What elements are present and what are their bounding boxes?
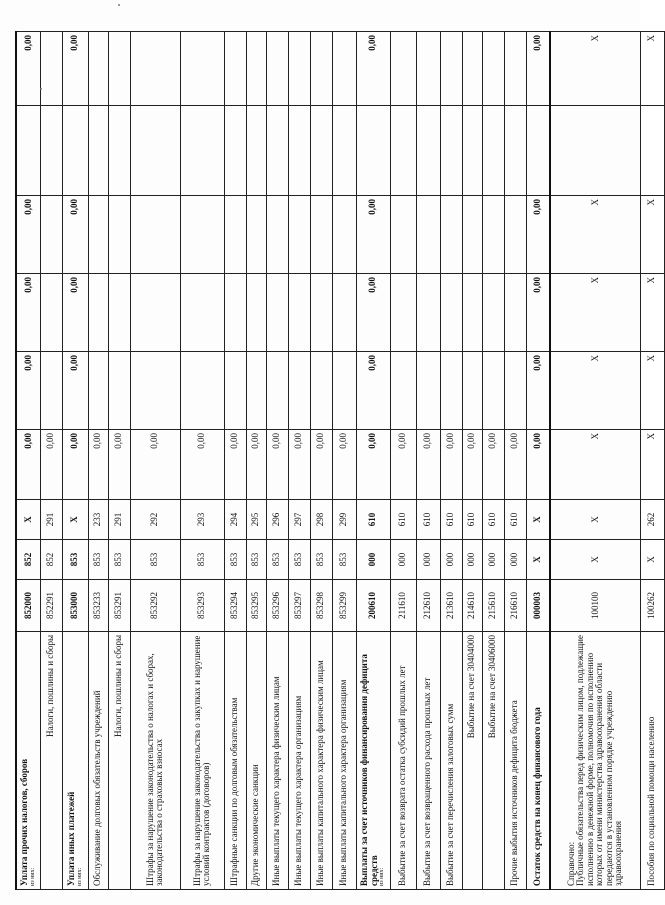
row-value-col2 (288, 352, 310, 430)
row-kvr: 852 (16, 540, 40, 580)
row-kosgu: 610 (482, 500, 504, 540)
row-value-col3 (462, 274, 482, 352)
row-value-col2: X (640, 352, 664, 430)
row-value-col2 (462, 352, 482, 430)
row-kosgu: 610 (440, 500, 462, 540)
row-name-text: Прочие выбытия источников дефицита бюджета (509, 700, 520, 886)
row-value-col3 (416, 274, 440, 352)
row-name-text: Штрафы за нарушение законодательства о налогах и сборах, законодательства о страховых взносах (144, 653, 164, 886)
row-value-col6 (108, 32, 130, 106)
table-row (462, 32, 482, 890)
row-value-col6: 0,00 (356, 32, 390, 106)
row-code: 853296 (266, 580, 288, 632)
row-kosgu: 610 (390, 500, 416, 540)
row-name-text: Справочно: Публичные обязательства перед физическим лицом, подлежащие исполнению в денежной форме, полномочия по исполнению которых от имени министерства здравоохранения области передаются в установленном порядке учреждению здравоохранения (565, 635, 624, 886)
table-body (16, 32, 664, 890)
row-value-col6 (310, 32, 332, 106)
row-kosgu: 610 (504, 500, 526, 540)
row-kosgu: X (62, 500, 88, 540)
row-name (526, 632, 550, 890)
row-value-col2 (266, 352, 288, 430)
table-row (288, 32, 310, 890)
row-value-col6 (332, 32, 356, 106)
row-value-col4 (288, 196, 310, 274)
row-value-col3 (440, 274, 462, 352)
row-kvr: 853 (130, 540, 180, 580)
row-value-col4 (332, 196, 356, 274)
row-name-text: Пособия по социальной помощи населению (646, 716, 657, 886)
row-value-col4: 0,00 (62, 196, 88, 274)
row-kosgu: 291 (40, 500, 62, 540)
row-code: 853297 (288, 580, 310, 632)
table-row (40, 32, 62, 890)
row-kosgu: 297 (288, 500, 310, 540)
row-value-col3 (390, 274, 416, 352)
row-value-col5 (180, 106, 224, 196)
row-name-text: Иные выплаты текущего характера организациям (293, 695, 304, 886)
row-value-total: 0,00 (130, 430, 180, 500)
row-value-col2 (504, 352, 526, 430)
row-name (504, 632, 526, 890)
row-code: 215610 (482, 580, 504, 632)
row-value-col6: X (640, 32, 664, 106)
row-value-total: 0,00 (224, 430, 246, 500)
row-value-col5 (390, 106, 416, 196)
row-value-total: 0,00 (88, 430, 108, 500)
row-value-col2: X (550, 352, 640, 430)
row-kvr: 853 (88, 540, 108, 580)
row-kosgu: 610 (416, 500, 440, 540)
row-value-col2 (88, 352, 108, 430)
row-value-col4 (88, 196, 108, 274)
row-value-col5 (288, 106, 310, 196)
row-name-text: Обслуживание долговых обязательств учреждений (92, 690, 103, 886)
row-code: 853294 (224, 580, 246, 632)
row-name-text: Иные выплаты капитального характера физическим лицам (315, 660, 326, 886)
row-value-total: 0,00 (504, 430, 526, 500)
row-kvr: 853 (108, 540, 130, 580)
row-sub-label: из них: (379, 867, 386, 886)
table-row (640, 32, 664, 890)
row-kvr: 853 (332, 540, 356, 580)
row-kosgu: 296 (266, 500, 288, 540)
table-row (310, 32, 332, 890)
row-value-col5 (88, 106, 108, 196)
row-value-total: 0,00 (266, 430, 288, 500)
row-value-col4 (40, 196, 62, 274)
row-value-col6 (130, 32, 180, 106)
row-name (482, 632, 504, 890)
row-name (40, 632, 62, 890)
row-value-col6: 0,00 (62, 32, 88, 106)
row-value-col2 (108, 352, 130, 430)
row-value-col5 (40, 106, 62, 196)
row-value-col5 (640, 106, 664, 196)
row-value-col5 (108, 106, 130, 196)
row-value-col6: 0,00 (16, 32, 40, 106)
row-value-col6 (246, 32, 266, 106)
table-row (266, 32, 288, 890)
row-value-col2 (416, 352, 440, 430)
table-row (224, 32, 246, 890)
row-value-col2 (246, 352, 266, 430)
row-code: 853000 (62, 580, 88, 632)
table-row (246, 32, 266, 890)
row-name (440, 632, 462, 890)
row-value-col2 (310, 352, 332, 430)
row-name-text: Штрафные санкции по долговым обязательствам (229, 697, 240, 886)
row-kvr: 000 (504, 540, 526, 580)
row-kosgu: X (16, 500, 40, 540)
row-value-col3 (482, 274, 504, 352)
row-kvr: X (526, 540, 550, 580)
row-value-col6 (288, 32, 310, 106)
row-value-col3: X (640, 274, 664, 352)
row-code: 216610 (504, 580, 526, 632)
row-name-text: Штрафы за нарушение законодательства о закупках и нарушение условий контрактов (договоров) (191, 635, 211, 886)
table-row (16, 32, 40, 890)
row-code: 852291 (40, 580, 62, 632)
row-value-col3 (224, 274, 246, 352)
row-kosgu: 295 (246, 500, 266, 540)
row-value-total: 0,00 (40, 430, 62, 500)
row-value-col4: 0,00 (356, 196, 390, 274)
row-kosgu: X (550, 500, 640, 540)
row-value-col5 (462, 106, 482, 196)
row-value-col6 (88, 32, 108, 106)
row-name (416, 632, 440, 890)
row-name-text: Выбытие за счет перечисления залоговых сумм (445, 703, 456, 886)
row-kosgu: 293 (180, 500, 224, 540)
row-code: 853233 (88, 580, 108, 632)
row-name-text: Другие экономические санкции (250, 764, 261, 886)
row-value-col3: 0,00 (62, 274, 88, 352)
row-value-col4: 0,00 (16, 196, 40, 274)
row-code: 213610 (440, 580, 462, 632)
row-kvr: X (550, 540, 640, 580)
table-row (440, 32, 462, 890)
row-value-col6 (482, 32, 504, 106)
row-value-col4 (440, 196, 462, 274)
row-kvr: 853 (62, 540, 88, 580)
row-name-text: Выбытие на счет 30404000 (466, 635, 477, 739)
row-name-text: Иные выплаты текущего характера физическим лицам (271, 676, 282, 886)
table-row (130, 32, 180, 890)
row-value-col2 (482, 352, 504, 430)
row-value-col3: 0,00 (356, 274, 390, 352)
row-value-col6 (266, 32, 288, 106)
row-value-col4 (462, 196, 482, 274)
row-kvr: X (640, 540, 664, 580)
row-value-col2: 0,00 (16, 352, 40, 430)
row-value-col5 (246, 106, 266, 196)
row-value-total: X (550, 430, 640, 500)
table-row (550, 32, 640, 890)
table-row (88, 32, 108, 890)
financial-plan-table (15, 31, 665, 890)
row-code: 853291 (108, 580, 130, 632)
row-kvr: 000 (462, 540, 482, 580)
row-code: 853295 (246, 580, 266, 632)
row-value-col3 (288, 274, 310, 352)
row-value-col4 (246, 196, 266, 274)
row-kvr: 000 (416, 540, 440, 580)
row-value-col4 (180, 196, 224, 274)
table-row (416, 32, 440, 890)
row-code: 852000 (16, 580, 40, 632)
row-name (62, 632, 88, 890)
row-value-col5 (62, 106, 88, 196)
row-code: 853299 (332, 580, 356, 632)
row-kvr: 000 (356, 540, 390, 580)
row-name (246, 632, 266, 890)
row-value-total: 0,00 (332, 430, 356, 500)
row-name (310, 632, 332, 890)
row-name (224, 632, 246, 890)
row-kvr: 853 (288, 540, 310, 580)
row-value-col5 (416, 106, 440, 196)
row-kvr: 853 (246, 540, 266, 580)
row-value-col3 (332, 274, 356, 352)
row-name (332, 632, 356, 890)
row-value-col3: 0,00 (16, 274, 40, 352)
row-value-col3: X (550, 274, 640, 352)
table-row (356, 32, 390, 890)
table-row (108, 32, 130, 890)
row-name-text: Налоги, пошлины и сборы (113, 635, 124, 738)
row-value-total: 0,00 (16, 430, 40, 500)
row-value-col4 (390, 196, 416, 274)
row-kvr: 852 (40, 540, 62, 580)
row-value-col2: 0,00 (356, 352, 390, 430)
row-name-text: Налоги, пошлины и сборы (45, 635, 56, 738)
row-value-col4 (108, 196, 130, 274)
row-name (180, 632, 224, 890)
table-row (482, 32, 504, 890)
row-value-col4: X (550, 196, 640, 274)
row-name (550, 632, 640, 890)
row-kosgu: 262 (640, 500, 664, 540)
row-name (288, 632, 310, 890)
row-value-col5 (440, 106, 462, 196)
row-code: 200610 (356, 580, 390, 632)
row-value-col3: 0,00 (526, 274, 550, 352)
row-value-total: X (640, 430, 664, 500)
row-value-col5 (356, 106, 390, 196)
row-code: 100100 (550, 580, 640, 632)
row-kvr: 853 (266, 540, 288, 580)
row-name (108, 632, 130, 890)
row-value-col2 (332, 352, 356, 430)
row-kosgu: 298 (310, 500, 332, 540)
table-row (526, 32, 550, 890)
row-value-col4: X (640, 196, 664, 274)
row-value-col5 (310, 106, 332, 196)
table-row (332, 32, 356, 890)
row-value-col4 (482, 196, 504, 274)
row-name (130, 632, 180, 890)
row-value-total: 0,00 (62, 430, 88, 500)
row-value-total: 0,00 (440, 430, 462, 500)
row-kvr: 853 (224, 540, 246, 580)
row-code: 212610 (416, 580, 440, 632)
row-value-col3 (108, 274, 130, 352)
row-value-col5 (16, 106, 40, 196)
row-kvr: 000 (482, 540, 504, 580)
row-value-total: 0,00 (108, 430, 130, 500)
row-value-col5 (526, 106, 550, 196)
row-kosgu: 233 (88, 500, 108, 540)
row-value-total: 0,00 (526, 430, 550, 500)
row-value-col5 (266, 106, 288, 196)
row-kosgu: 291 (108, 500, 130, 540)
row-kvr: 000 (390, 540, 416, 580)
row-name-text: Уплата прочих налогов, сборов (19, 758, 30, 886)
row-value-col3 (88, 274, 108, 352)
row-name (16, 632, 40, 890)
row-name (356, 632, 390, 890)
row-value-col4 (130, 196, 180, 274)
row-value-col2 (130, 352, 180, 430)
row-value-col6 (440, 32, 462, 106)
row-code: 100262 (640, 580, 664, 632)
row-sub-label: из них: (76, 867, 83, 886)
row-name-text: Иные выплаты капитального характера организациям (338, 679, 349, 886)
row-value-total: 0,00 (288, 430, 310, 500)
row-code: 853293 (180, 580, 224, 632)
row-value-col4 (266, 196, 288, 274)
row-name-text: Уплата иных платежей (66, 791, 77, 886)
scan-speck (40, 88, 42, 90)
row-code: 214610 (462, 580, 482, 632)
row-name (266, 632, 288, 890)
row-kvr: 853 (180, 540, 224, 580)
row-value-col6 (462, 32, 482, 106)
row-value-col6 (416, 32, 440, 106)
row-value-total: 0,00 (482, 430, 504, 500)
row-name (88, 632, 108, 890)
row-value-col4 (416, 196, 440, 274)
row-value-col2 (180, 352, 224, 430)
row-kosgu: 294 (224, 500, 246, 540)
scan-speck (118, 4, 120, 6)
row-value-col4 (310, 196, 332, 274)
row-value-total: 0,00 (390, 430, 416, 500)
table-row (62, 32, 88, 890)
row-value-col6: X (550, 32, 640, 106)
row-sub-label: из них: (29, 867, 36, 886)
row-kvr: 853 (310, 540, 332, 580)
row-value-col5 (550, 106, 640, 196)
row-value-col6 (40, 32, 62, 106)
row-name-text: Выбытие на счет 30406000 (487, 635, 498, 739)
row-value-col4 (224, 196, 246, 274)
row-name (462, 632, 482, 890)
row-value-col2 (40, 352, 62, 430)
row-code: 853298 (310, 580, 332, 632)
row-value-col3 (246, 274, 266, 352)
row-value-col3 (266, 274, 288, 352)
row-name-text: Выбытие за счет возврата остатка субсидий прошлых лет (397, 665, 408, 886)
table-row (504, 32, 526, 890)
row-value-col6 (504, 32, 526, 106)
row-name-text: Остаток средств на конец финансового года (532, 707, 543, 886)
row-value-col2: 0,00 (526, 352, 550, 430)
row-value-col6 (390, 32, 416, 106)
row-value-col3 (180, 274, 224, 352)
row-code: 853292 (130, 580, 180, 632)
row-name (390, 632, 416, 890)
row-value-col6: 0,00 (526, 32, 550, 106)
row-value-col2 (440, 352, 462, 430)
row-value-total: 0,00 (246, 430, 266, 500)
row-value-total: 0,00 (462, 430, 482, 500)
row-value-col2: 0,00 (62, 352, 88, 430)
row-value-total: 0,00 (356, 430, 390, 500)
row-kosgu: 610 (462, 500, 482, 540)
row-code: 000003 (526, 580, 550, 632)
row-value-col3 (504, 274, 526, 352)
row-kosgu: X (526, 500, 550, 540)
row-value-col2 (390, 352, 416, 430)
row-value-col5 (482, 106, 504, 196)
row-name (640, 632, 664, 890)
row-value-col3 (310, 274, 332, 352)
row-value-col4: 0,00 (526, 196, 550, 274)
row-kvr: 000 (440, 540, 462, 580)
row-kosgu: 292 (130, 500, 180, 540)
report-sheet (15, 32, 657, 890)
table-row (180, 32, 224, 890)
table-row (390, 32, 416, 890)
row-code: 211610 (390, 580, 416, 632)
row-value-col4 (504, 196, 526, 274)
row-value-col5 (332, 106, 356, 196)
row-kosgu: 299 (332, 500, 356, 540)
row-value-col3 (40, 274, 62, 352)
row-value-col5 (130, 106, 180, 196)
row-value-col6 (180, 32, 224, 106)
row-value-total: 0,00 (416, 430, 440, 500)
row-name-text: Выбытие за счет возвращенного расхода прошлых лет (422, 677, 433, 886)
row-value-col5 (224, 106, 246, 196)
row-kosgu: 610 (356, 500, 390, 540)
row-value-col3 (130, 274, 180, 352)
row-value-col5 (504, 106, 526, 196)
row-value-total: 0,00 (310, 430, 332, 500)
row-value-col2 (224, 352, 246, 430)
row-value-total: 0,00 (180, 430, 224, 500)
row-value-col6 (224, 32, 246, 106)
row-name-text: Выплаты за счет источников финансирования дефицита средств (359, 654, 379, 886)
